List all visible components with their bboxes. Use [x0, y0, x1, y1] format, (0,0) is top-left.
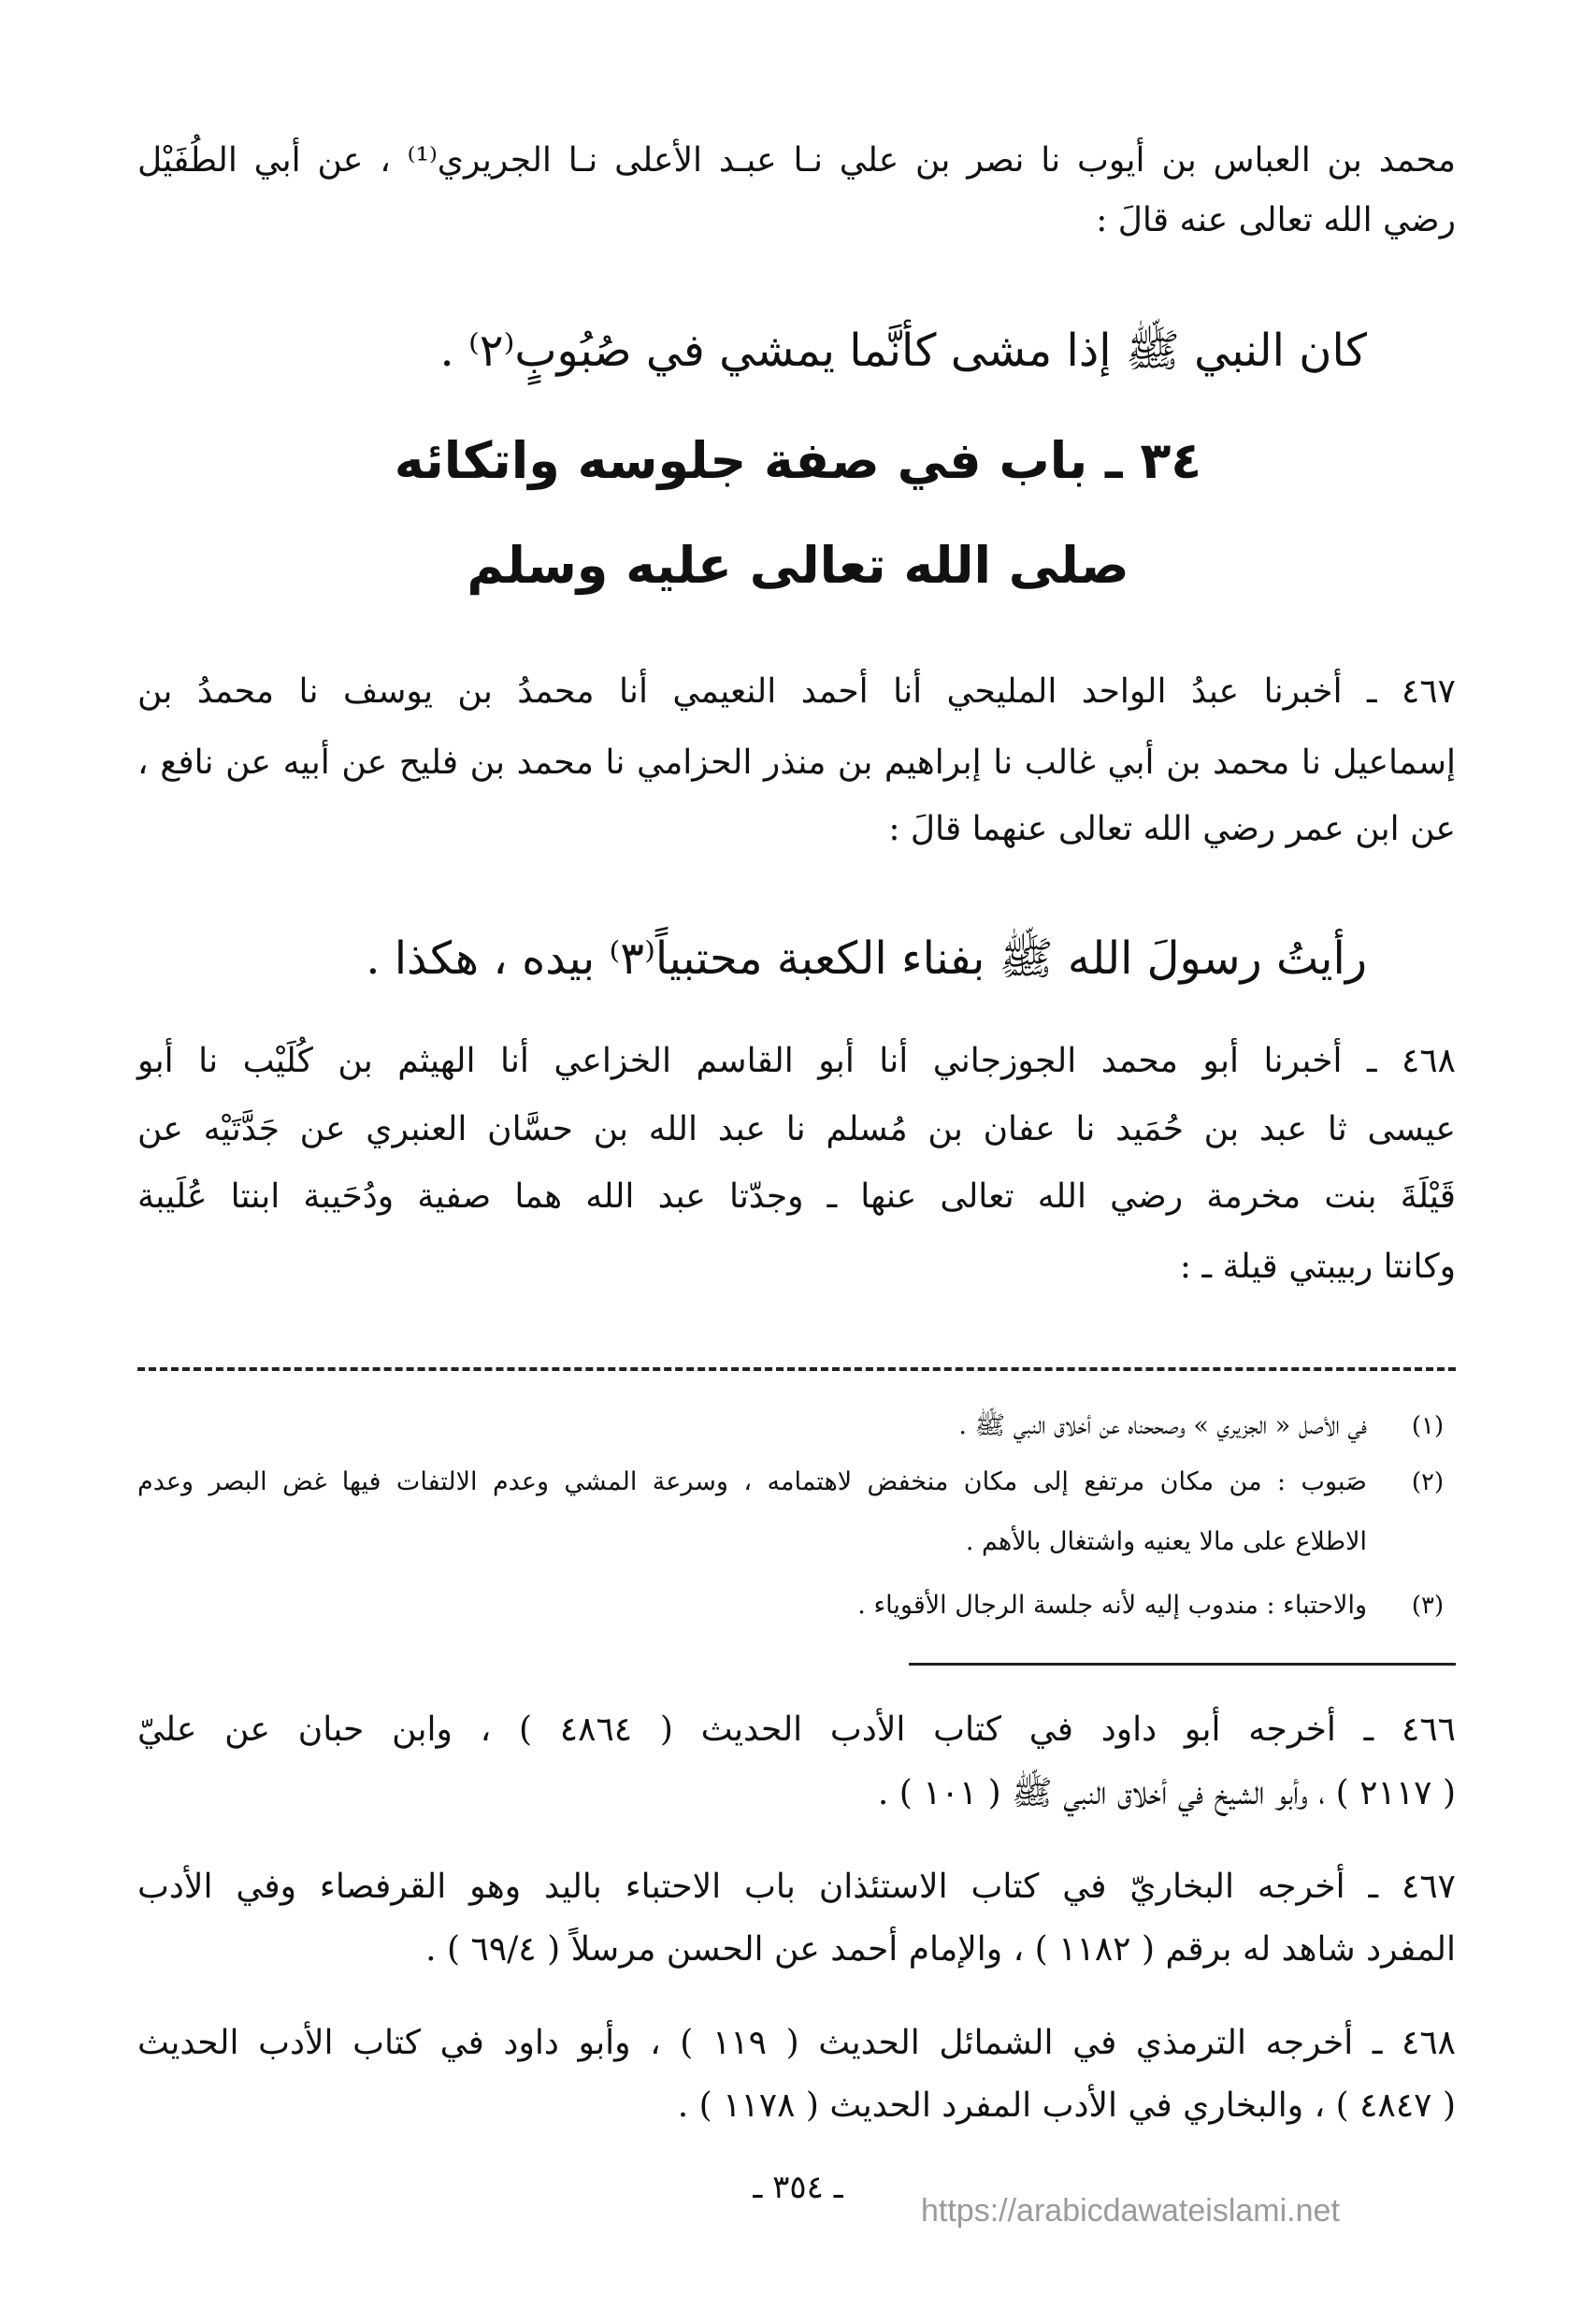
footnote-number: (٣) [1411, 1592, 1445, 1620]
chapter-title: ٣٤ ـ باب في صفة جلوسه واتكائه [394, 431, 1202, 490]
entry-468-line-1: ٤٦٨ ـ أخبرنا أبو محمد الجوزجاني أنا أبو القاسم الخزاعي أنا الهيثم بن كُلَيْب نا أبو [137, 1042, 1456, 1080]
takhrij-467-line-2: المفرد شاهد له برقم ( ١١٨٢ ) ، والإمام أحمد عن الحسن مرسلاً ( ٦٩/٤ ) . [425, 1930, 1456, 1969]
watermark-url: https://arabicdawateislami.net [921, 2193, 1340, 2229]
footnote-text: والاحتباء : مندوب إليه لأنه جلسة الرجال الأقوياء . [857, 1591, 1367, 1620]
footnote-text: صَبوب : من مكان مرتفع إلى مكان منخفض لاهتمامه ، وسرعة المشي وعدم الالتفات فيها غض البصر وعدم [137, 1467, 1367, 1496]
entry-467-line-3: عن ابن عمر رضي الله تعالى عنهما قالَ : [888, 810, 1456, 848]
entry-468-line-2: عيسى ثا عبد بن حُمَيد نا عفان بن مُسلم نا عبد الله بن حسَّان العنبري عن جَدَّتَيْه عن [137, 1110, 1456, 1148]
entry-468-line-4: وكانتا ربيبتي قيلة ـ : [1179, 1248, 1456, 1286]
intro-line-2: رضي الله تعالى عنه قالَ : [1096, 201, 1456, 239]
chapter-subtitle: صلى الله تعالى عليه وسلم [467, 536, 1129, 595]
takhrij-467-line-1: ٤٦٧ ـ أخرجه البخاريّ في كتاب الاستئذان باب الاحتباء باليد وهو القرفصاء وفي الأدب [137, 1868, 1456, 1906]
footnote-text: في الأصل « الجزيري » وصححناه عن أخلاق النبي ﷺ . [958, 1411, 1367, 1440]
takhrij-separator [909, 1663, 1456, 1666]
footnote-text: الاطلاع على مالا يعنيه واشتغال بالأهم . [965, 1527, 1367, 1556]
takhrij-466-line-2: ( ٢١١٧ ) ، وأبو الشيخ في أخلاق النبي ﷺ ( ١٠١ ) . [877, 1774, 1456, 1812]
footnote-number: (١) [1411, 1412, 1445, 1440]
takhrij-466-line-1: ٤٦٦ ـ أخرجه أبو داود في كتاب الأدب الحديث ( ٤٨٦٤ ) ، وابن حبان عن عليّ [137, 1710, 1456, 1749]
takhrij-468-line-1: ٤٦٨ ـ أخرجه الترمذي في الشمائل الحديث ( ١١٩ ) ، وأبو داود في كتاب الأدب الحديث [137, 2024, 1456, 2062]
entry-468-line-3: قَيْلَةَ بنت مخرمة رضي الله تعالى عنها ـ وجدّتا عبد الله هما صفية ودُحَيبة ابنتا عُلَيبة [137, 1177, 1456, 1216]
takhrij-468-line-2: ( ٤٨٤٧ ) ، والبخاري في الأدب المفرد الحديث ( ١١٧٨ ) . [677, 2086, 1456, 2125]
entry-467-line-1: ٤٦٧ ـ أخبرنا عبدُ الواحد المليحي أنا أحمد النعيمي أنا محمدُ بن يوسف نا محمدُ بن [137, 672, 1456, 711]
hadith-text-466: كان النبي ﷺ إذا مشى كأنَّما يمشي في صُبُوبٍ⁽٢⁾ . [439, 325, 1367, 377]
intro-line-1: محمد بن العباس بن أيوب نا نصر بن علي نـا عبـد الأعلى نـا الجريري⁽¹⁾ ، عن أبي الطُفَيْل [137, 141, 1456, 180]
page-number: ـ ٣٥٤ ـ [753, 2169, 843, 2206]
footnote-number: (٢) [1411, 1468, 1445, 1496]
hadith-text-467: رأيتُ رسولَ الله ﷺ بفناء الكعبة محتبياً⁽٣⁾ بيده ، هكذا . [366, 932, 1367, 985]
entry-467-line-2: إسماعيل نا محمد بن أبي غالب نا إبراهيم بن منذر الحزامي نا محمد بن فليح عن أبيه عن نافع ، [137, 743, 1456, 782]
footnote-separator [137, 1367, 1456, 1371]
